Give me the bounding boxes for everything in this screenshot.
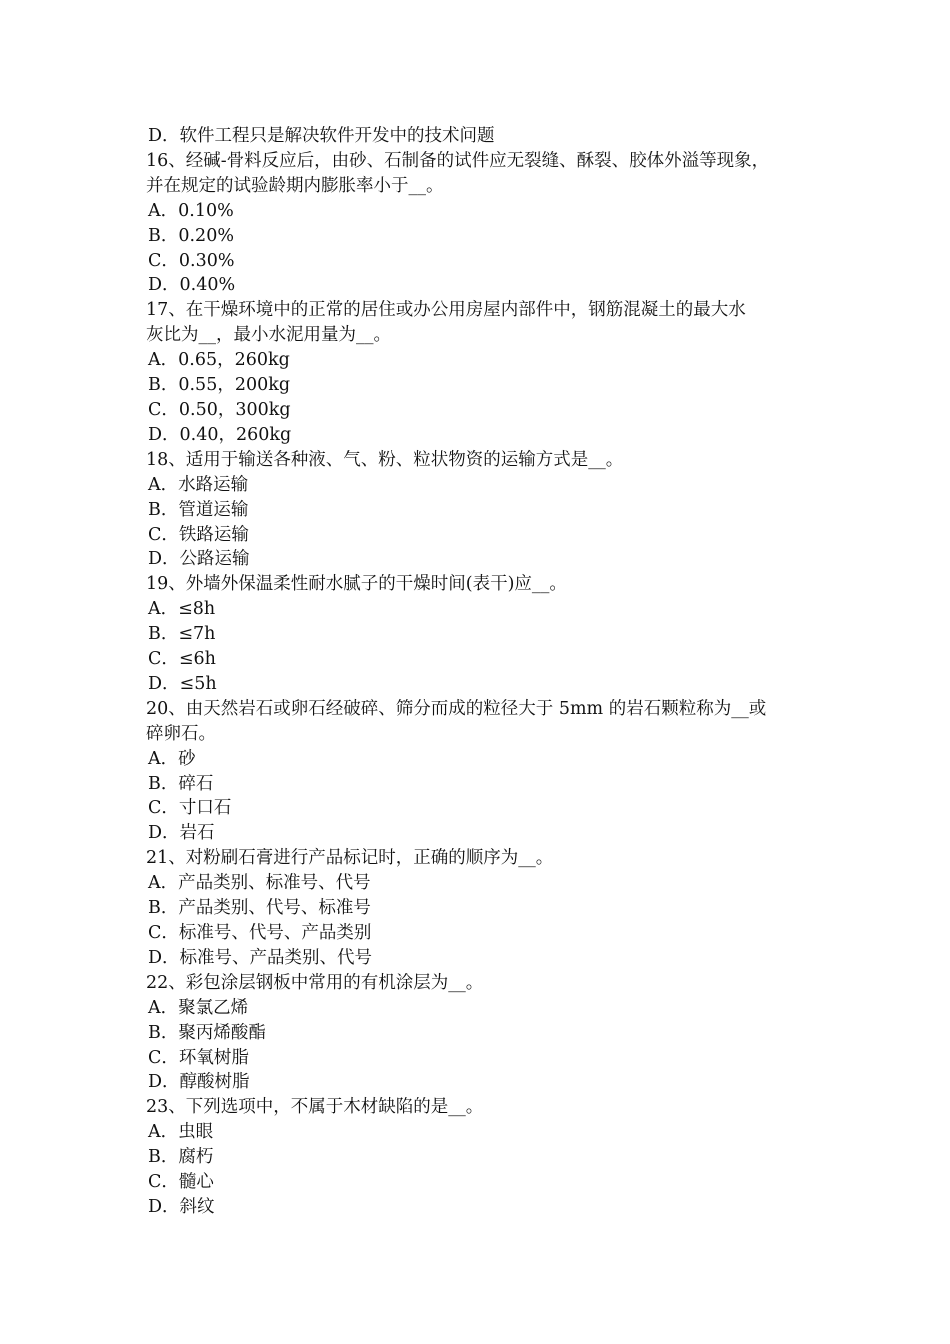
option-line: B．腐朽 [148, 1147, 214, 1168]
question-text: 21、对粉刷石膏进行产品标记时，正确的顺序为__。 [146, 848, 554, 869]
option-line: D．斜纹 [148, 1196, 215, 1217]
question-17 [146, 298, 826, 447]
option-line: D．0.40，260kg [148, 424, 292, 445]
option-line: A．砂 [148, 748, 196, 769]
option-line: C．0.30% [148, 250, 235, 271]
option-line: C．环氧树脂 [148, 1047, 249, 1068]
question-text: 并在规定的试验龄期内膨胀率小于__。 [146, 175, 444, 196]
question-22 [146, 971, 826, 1096]
question-text: 22、彩包涂层钢板中常用的有机涂层为__。 [146, 972, 484, 993]
question-text: 17、在干燥环境中的正常的居住或办公用房屋内部件中，钢筋混凝土的最大水 [146, 300, 746, 321]
question-20 [146, 697, 826, 846]
option-line: C．标准号、代号、产品类别 [148, 923, 372, 943]
option-line: B．碎石 [148, 773, 214, 794]
option-line: D．0.40% [148, 275, 236, 296]
option-line: D．软件工程只是解决软件开发中的技术问题 [148, 126, 495, 146]
option-line: D．公路运输 [148, 549, 250, 570]
option-line: C．寸口石 [148, 798, 232, 819]
carryover-option [146, 124, 826, 149]
option-line: A．0.10% [148, 200, 234, 221]
question-text: 19、外墙外保温柔性耐水腻子的干燥时间(表干)应__。 [146, 574, 567, 595]
option-line: A．聚氯乙烯 [148, 997, 249, 1018]
question-text: 灰比为__，最小水泥用量为__。 [146, 325, 391, 346]
option-line: A．产品类别、标准号、代号 [148, 873, 371, 894]
option-line: B．≤7h [148, 624, 216, 645]
question-18 [146, 448, 826, 573]
option-line: B．产品类别、代号、标准号 [148, 898, 371, 919]
question-text: 20、由天然岩石或卵石经破碎、筛分而成的粒径大于 5mm 的岩石颗粒称为__或 [146, 698, 767, 719]
question-text: 23、下列选项中，不属于木材缺陷的是__。 [146, 1097, 484, 1118]
option-line: A．≤8h [148, 599, 216, 620]
question-text: 碎卵石。 [146, 723, 216, 744]
option-line: D．醇酸树脂 [148, 1072, 250, 1093]
option-line: B．管道运输 [148, 499, 249, 520]
question-19 [146, 572, 826, 697]
option-line: B．聚丙烯酸酯 [148, 1022, 266, 1043]
question-16 [146, 149, 826, 298]
question-text: 18、适用于输送各种液、气、粉、粒状物资的运输方式是__。 [146, 449, 624, 470]
question-23 [146, 1095, 826, 1220]
option-line: A．虫眼 [148, 1122, 214, 1143]
option-line: C．髓心 [148, 1172, 214, 1193]
option-line: B．0.55，200kg [148, 375, 291, 396]
option-line: A．水路运输 [148, 474, 249, 495]
option-line: A．0.65，260kg [148, 350, 290, 371]
option-line: D．标准号、产品类别、代号 [148, 947, 373, 968]
question-text: 16、经碱-骨料反应后，由砂、石制备的试件应无裂缝、酥裂、胶体外溢等现象， [146, 150, 770, 171]
document-page [146, 124, 826, 1220]
question-21 [146, 846, 826, 971]
option-line: D．≤5h [148, 673, 217, 694]
option-line: C．铁路运输 [148, 524, 249, 545]
option-line: C．≤6h [148, 649, 216, 670]
option-line: B．0.20% [148, 225, 234, 246]
option-line: D．岩石 [148, 823, 215, 844]
option-line: C．0.50，300kg [148, 399, 291, 420]
